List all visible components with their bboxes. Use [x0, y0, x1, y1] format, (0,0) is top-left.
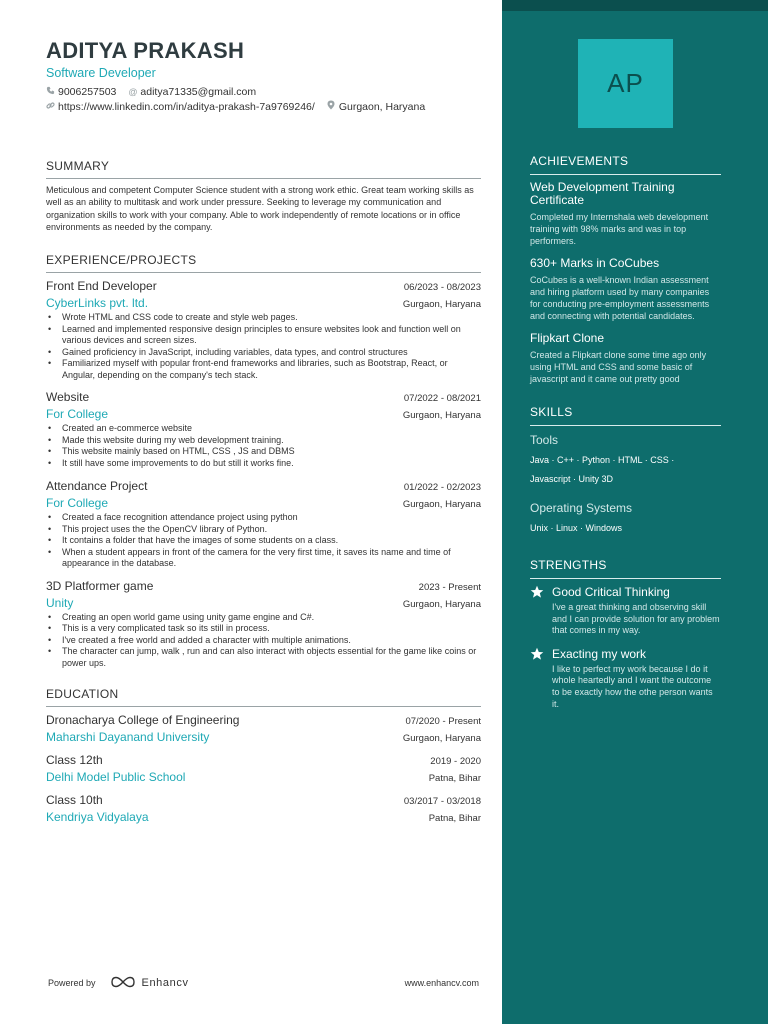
- entry-location: Gurgaon, Haryana: [402, 299, 481, 311]
- entry-title: Class 12th: [46, 753, 103, 768]
- enhancv-brand: Enhancv: [141, 977, 189, 989]
- entry-date: 07/2022 - 08/2021: [403, 393, 481, 405]
- entry-org: For College: [46, 496, 109, 511]
- sidebar-content: [530, 154, 721, 710]
- location-pin-icon: [327, 100, 336, 113]
- skills-heading: SKILLS: [530, 405, 721, 426]
- entry-org: For College: [46, 407, 109, 422]
- sidebar-top-bar: [502, 0, 768, 11]
- achievement-item: [530, 181, 721, 247]
- summary-heading: SUMMARY: [46, 159, 481, 179]
- phone-text[interactable]: 9006257503: [58, 86, 117, 98]
- experience-heading: EXPERIENCE/PROJECTS: [46, 253, 481, 273]
- location-text: Gurgaon, Haryana: [338, 100, 426, 113]
- entry-title: Dronacharya College of Engineering: [46, 713, 240, 728]
- phone-item: [46, 86, 116, 98]
- education-entry: [46, 753, 481, 784]
- education-entry: [46, 793, 481, 824]
- bullet-item: • This is a very complicated task so its still in process.: [46, 623, 481, 635]
- achievement-desc: CoCubes is a well-known Indian assessment and hiring platform used by many companies for conducting pre-employment assessments and connecting with potential candidates.: [530, 275, 710, 321]
- entry-location: Patna, Bihar: [428, 773, 481, 785]
- bullet-item: • Wrote HTML and CSS code to create and style web pages.: [46, 312, 481, 324]
- bullet-item: • This website mainly based on HTML, CSS , JS and DBMS: [46, 446, 481, 458]
- experience-entry: [46, 390, 481, 469]
- achievements-heading: ACHIEVEMENTS: [530, 154, 721, 175]
- bullet-item: • Familiarized myself with popular front-end frameworks and libraries, such as Bootstrap, React, or Angular, depending on the company's tech stack.: [46, 358, 481, 381]
- experience-entry: [46, 279, 481, 381]
- entry-org: Maharshi Dayanand University: [46, 730, 210, 745]
- sidebar: [502, 0, 768, 1024]
- skills-section: [530, 405, 721, 534]
- entry-date: 03/2017 - 03/2018: [403, 796, 481, 808]
- powered-by-label: Powered by: [48, 978, 96, 988]
- entry-date: 2019 - 2020: [430, 756, 481, 768]
- achievement-title: 630+ Marks in CoCubes: [530, 256, 660, 270]
- bullet-item: • When a student appears in front of the camera for the very first time, it saves its name and time of appearance in the database.: [46, 547, 481, 570]
- strengths-heading: STRENGTHS: [530, 558, 721, 579]
- education-section: [46, 687, 481, 824]
- entry-location: Gurgaon, Haryana: [402, 598, 481, 610]
- achievement-title: Flipkart Clone: [530, 331, 605, 345]
- star-icon: [530, 585, 544, 599]
- bullet-list: [46, 312, 481, 381]
- entry-org: Kendriya Vidyalaya: [46, 810, 149, 825]
- bullet-list: [46, 612, 481, 670]
- avatar: AP: [578, 39, 673, 128]
- entry-org: CyberLinks pvt. ltd.: [46, 296, 149, 311]
- bullet-item: • Created a face recognition attendance project using python: [46, 512, 481, 524]
- skill-list: Java · C++ · Python · HTML · CSS ·: [530, 455, 675, 465]
- email-item: [128, 86, 256, 98]
- bullet-item: • The character can jump, walk , run and can also interact with objects essential for the game like coins or power ups.: [46, 646, 481, 669]
- candidate-role: Software Developer: [46, 66, 156, 80]
- experience-section: [46, 253, 481, 669]
- entry-location: Patna, Bihar: [428, 813, 481, 825]
- star-icon: [530, 647, 544, 661]
- bullet-item: • Learned and implemented responsive design principles to ensure websites look and function well on various devices and screen sizes.: [46, 324, 481, 347]
- bullet-list: [46, 512, 481, 570]
- achievement-title: Web Development Training Certificate: [530, 180, 675, 207]
- education-entry: [46, 713, 481, 744]
- entry-title: Website: [46, 390, 90, 405]
- entry-title: Class 10th: [46, 793, 103, 808]
- skill-group-title: Operating Systems: [530, 501, 633, 515]
- strength-title: Exacting my work: [552, 646, 647, 661]
- linkedin-text[interactable]: https://www.linkedin.com/in/aditya-prakash-7a9769246/: [58, 100, 315, 113]
- education-heading: EDUCATION: [46, 687, 481, 707]
- link-icon: [46, 101, 55, 113]
- entry-date: 06/2023 - 08/2023: [403, 282, 481, 294]
- bullet-item: • I've created a free world and added a character with multiple animations.: [46, 635, 481, 647]
- experience-entry: [46, 579, 481, 670]
- entry-org: Delhi Model Public School: [46, 770, 186, 785]
- summary-text: Meticulous and competent Computer Science student with a strong work ethic. Great team working skills as well as an ability to multitask and work under pressure. Seeking to leverage my communication and organization skills to work with your company. Able to work independently of remote locations or in office environments as needed by the company.: [46, 185, 474, 232]
- footer: [48, 976, 479, 990]
- skill-list: Unix · Linux · Windows: [530, 523, 623, 533]
- achievement-item: [530, 257, 721, 322]
- bullet-item: • It still have some improvements to do but still it works fine.: [46, 458, 481, 470]
- bullet-item: • Made this website during my web development training.: [46, 435, 481, 447]
- powered-by: [48, 976, 189, 990]
- entry-title: Front End Developer: [46, 279, 157, 294]
- skill-list: Javascript · Unity 3D: [530, 474, 614, 484]
- bullet-item: • It contains a folder that have the images of some students on a class.: [46, 535, 481, 547]
- bullet-list: [46, 423, 481, 469]
- experience-entry: [46, 479, 481, 570]
- bullet-item: • Creating an open world game using unity game engine and C#.: [46, 612, 481, 624]
- footer-url[interactable]: www.enhancv.com: [404, 978, 479, 988]
- strength-desc: I've a great thinking and observing skill and I can provide solution for any problem that comes in my way.: [552, 602, 720, 636]
- entry-title: Attendance Project: [46, 479, 148, 494]
- enhancv-logo-icon: [110, 976, 136, 990]
- achievement-desc: Created a Flipkart clone some time ago only using HTML and CSS and some basic of javascript and it came out pretty good: [530, 350, 707, 384]
- entry-location: Gurgaon, Haryana: [402, 733, 481, 745]
- strengths-section: [530, 558, 721, 710]
- at-icon: @: [128, 87, 138, 97]
- entry-date: 2023 - Present: [418, 581, 481, 593]
- summary-section: [46, 159, 481, 233]
- bullet-item: • Created an e-commerce website: [46, 423, 481, 435]
- contact-row-2: [46, 100, 481, 113]
- skill-group-title: Tools: [530, 433, 559, 447]
- candidate-name: ADITYA PRAKASH: [46, 38, 245, 63]
- contact-row-1: [46, 86, 481, 98]
- achievements-section: [530, 154, 721, 385]
- entry-location: Gurgaon, Haryana: [402, 499, 481, 511]
- entry-date: 07/2020 - Present: [405, 716, 481, 728]
- achievement-desc: Completed my Internshala web development training with 98% marks and was in top performers.: [530, 212, 709, 246]
- bullet-item: • Gained proficiency in JavaScript, including variables, data types, and control structures: [46, 347, 481, 359]
- phone-icon: [46, 86, 55, 98]
- achievement-item: [530, 332, 721, 385]
- bullet-item: • This project uses the the OpenCV library of Python.: [46, 524, 481, 536]
- entry-date: 01/2022 - 02/2023: [403, 482, 481, 494]
- strength-item: [530, 585, 721, 637]
- linkedin-item: [46, 101, 315, 113]
- strength-title: Good Critical Thinking: [552, 585, 670, 599]
- email-text[interactable]: aditya71335@gmail.com: [140, 86, 257, 98]
- entry-title: 3D Platformer game: [46, 578, 154, 593]
- strength-item: [530, 647, 721, 710]
- entry-location: Gurgaon, Haryana: [402, 410, 481, 422]
- location-item: [327, 100, 425, 113]
- strength-desc: I like to perfect my work because I do it whole heartedly and I want the outcome to be exactly how the othe person wants it.: [552, 663, 713, 709]
- entry-org: Unity: [46, 595, 74, 610]
